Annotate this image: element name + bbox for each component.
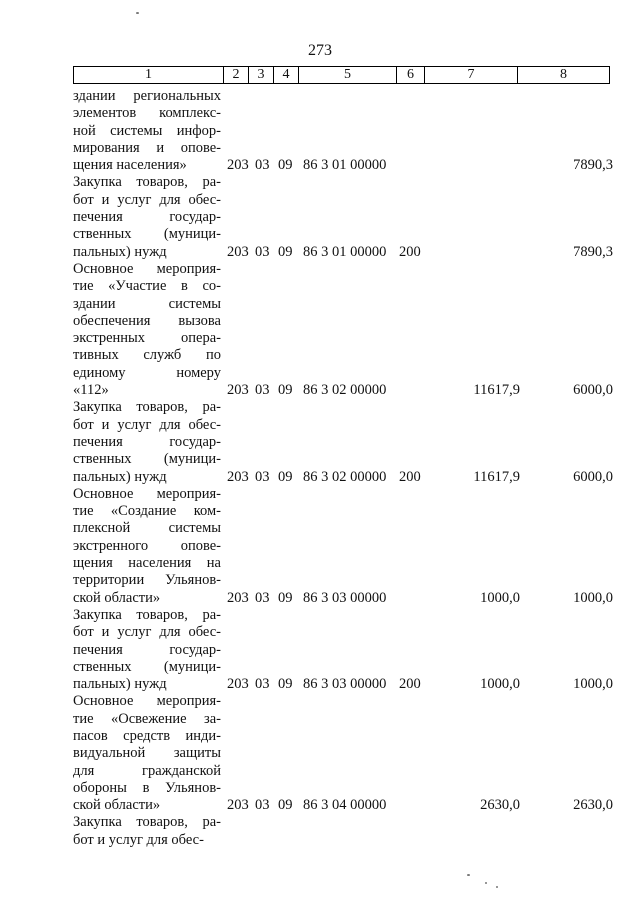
description-line: тие «Освежение за- bbox=[73, 710, 221, 727]
row-values bbox=[73, 244, 613, 261]
column-header-2: 2 bbox=[224, 67, 249, 84]
description-line: ственных (муници- bbox=[73, 226, 221, 243]
column-header-3: 3 bbox=[249, 67, 274, 84]
cell-c5: 86 3 01 00000 bbox=[303, 157, 387, 174]
cell-c4: 09 bbox=[278, 382, 293, 399]
row-values bbox=[73, 157, 613, 174]
cell-c8: 7890,3 bbox=[573, 243, 613, 260]
description-line: элементов комплекс- bbox=[73, 105, 221, 122]
cell-c7: 11617,9 bbox=[473, 382, 520, 399]
scan-speck bbox=[496, 886, 498, 888]
row-values bbox=[73, 590, 613, 607]
column-header-1: 1 bbox=[74, 67, 224, 84]
scan-speck bbox=[485, 882, 487, 884]
cell-c8: 2630,0 bbox=[573, 797, 613, 814]
description-line: «112» bbox=[73, 382, 109, 399]
cell-c5: 86 3 02 00000 bbox=[303, 468, 387, 485]
cell-c7: 1000,0 bbox=[480, 589, 520, 606]
description-line: Закупка товаров, ра- bbox=[73, 814, 221, 831]
cell-c8: 6000,0 bbox=[573, 382, 613, 399]
cell-c5: 86 3 03 00000 bbox=[303, 676, 387, 693]
description-line: для гражданской bbox=[73, 762, 221, 779]
cell-c2: 203 bbox=[227, 797, 249, 814]
cell-c3: 03 bbox=[255, 468, 270, 485]
cell-c4: 09 bbox=[278, 157, 293, 174]
cell-c3: 03 bbox=[255, 589, 270, 606]
description-line: единому номеру bbox=[73, 364, 221, 381]
description-line: тие «Создание ком- bbox=[73, 503, 221, 520]
budget-table-body bbox=[73, 88, 613, 849]
cell-c7: 1000,0 bbox=[480, 676, 520, 693]
cell-c3: 03 bbox=[255, 676, 270, 693]
cell-c5: 86 3 04 00000 bbox=[303, 797, 387, 814]
description-line: бот и услуг для обес- bbox=[73, 624, 221, 641]
description-line: плексной системы bbox=[73, 520, 221, 537]
column-header-8: 8 bbox=[518, 67, 610, 84]
cell-c8: 6000,0 bbox=[573, 468, 613, 485]
cell-c3: 03 bbox=[255, 243, 270, 260]
cell-c2: 203 bbox=[227, 676, 249, 693]
description-line: мирования и опове- bbox=[73, 139, 221, 156]
description-line: Основное мероприя- bbox=[73, 693, 221, 710]
cell-c8: 1000,0 bbox=[573, 676, 613, 693]
row-values bbox=[73, 797, 613, 814]
column-header-7: 7 bbox=[425, 67, 518, 84]
cell-c2: 203 bbox=[227, 382, 249, 399]
description-line: Закупка товаров, ра- bbox=[73, 399, 221, 416]
description-line: здании региональных bbox=[73, 88, 221, 104]
description-line: щения населения на bbox=[73, 555, 221, 572]
cell-c4: 09 bbox=[278, 797, 293, 814]
description-line: пальных) нужд bbox=[73, 243, 167, 260]
cell-c4: 09 bbox=[278, 468, 293, 485]
column-header-row bbox=[73, 66, 610, 84]
description-line: пасов средств инди- bbox=[73, 727, 221, 744]
description-line: бот и услуг для обес- bbox=[73, 191, 221, 208]
description-line: печения государ- bbox=[73, 641, 221, 658]
cell-c4: 09 bbox=[278, 243, 293, 260]
row-description bbox=[73, 261, 221, 399]
description-line: пальных) нужд bbox=[73, 468, 167, 485]
cell-c2: 203 bbox=[227, 589, 249, 606]
description-line: ской области» bbox=[73, 797, 161, 814]
cell-c3: 03 bbox=[255, 382, 270, 399]
cell-c2: 203 bbox=[227, 243, 249, 260]
table-row bbox=[73, 399, 613, 485]
cell-c5: 86 3 02 00000 bbox=[303, 382, 387, 399]
cell-c4: 09 bbox=[278, 589, 293, 606]
column-header-6: 6 bbox=[397, 67, 425, 84]
description-line: печения государ- bbox=[73, 209, 221, 226]
cell-c6: 200 bbox=[399, 676, 421, 693]
description-line: тивных служб по bbox=[73, 347, 221, 364]
table-row bbox=[73, 486, 613, 607]
table-row bbox=[73, 607, 613, 693]
description-line: бот и услуг для обес- bbox=[73, 416, 221, 433]
description-line: ственных (муници- bbox=[73, 451, 221, 468]
description-line: пальных) нужд bbox=[73, 676, 167, 693]
cell-c6: 200 bbox=[399, 468, 421, 485]
row-values bbox=[73, 832, 613, 849]
cell-c4: 09 bbox=[278, 676, 293, 693]
table-row bbox=[73, 88, 613, 174]
table-row bbox=[73, 261, 613, 399]
table-row bbox=[73, 693, 613, 814]
scan-speck bbox=[136, 12, 139, 14]
table-row bbox=[73, 174, 613, 260]
description-line: Основное мероприя- bbox=[73, 260, 221, 277]
description-line: видуальной защиты bbox=[73, 745, 221, 762]
cell-c7: 2630,0 bbox=[480, 797, 520, 814]
description-line: Основное мероприя- bbox=[73, 485, 221, 502]
scan-speck bbox=[467, 874, 470, 876]
cell-c8: 7890,3 bbox=[573, 157, 613, 174]
cell-c8: 1000,0 bbox=[573, 589, 613, 606]
description-line: ственных (муници- bbox=[73, 658, 221, 675]
description-line: тие «Участие в со- bbox=[73, 278, 221, 295]
row-values bbox=[73, 676, 613, 693]
page-number: 273 bbox=[308, 42, 332, 59]
cell-c3: 03 bbox=[255, 797, 270, 814]
column-header-4: 4 bbox=[274, 67, 299, 84]
description-line: ной системы инфор- bbox=[73, 122, 221, 139]
cell-c5: 86 3 03 00000 bbox=[303, 589, 387, 606]
table-row bbox=[73, 814, 613, 849]
cell-c3: 03 bbox=[255, 157, 270, 174]
description-line: обеспечения вызова bbox=[73, 312, 221, 329]
description-line: экстренных опера- bbox=[73, 330, 221, 347]
cell-c5: 86 3 01 00000 bbox=[303, 243, 387, 260]
description-line: Закупка товаров, ра- bbox=[73, 174, 221, 191]
description-line: территории Ульянов- bbox=[73, 572, 221, 589]
description-line: обороны в Ульянов- bbox=[73, 779, 221, 796]
description-line: Закупка товаров, ра- bbox=[73, 606, 221, 623]
column-header-5: 5 bbox=[299, 67, 397, 84]
description-line: ской области» bbox=[73, 589, 161, 606]
row-values bbox=[73, 382, 613, 399]
cell-c2: 203 bbox=[227, 157, 249, 174]
description-line: печения государ- bbox=[73, 433, 221, 450]
cell-c2: 203 bbox=[227, 468, 249, 485]
description-line: щения населения» bbox=[73, 157, 187, 174]
cell-c7: 11617,9 bbox=[473, 468, 520, 485]
row-values bbox=[73, 469, 613, 486]
description-line: бот и услуг для обес- bbox=[73, 831, 204, 848]
cell-c6: 200 bbox=[399, 243, 421, 260]
description-line: экстренного опове- bbox=[73, 537, 221, 554]
description-line: здании системы bbox=[73, 295, 221, 312]
